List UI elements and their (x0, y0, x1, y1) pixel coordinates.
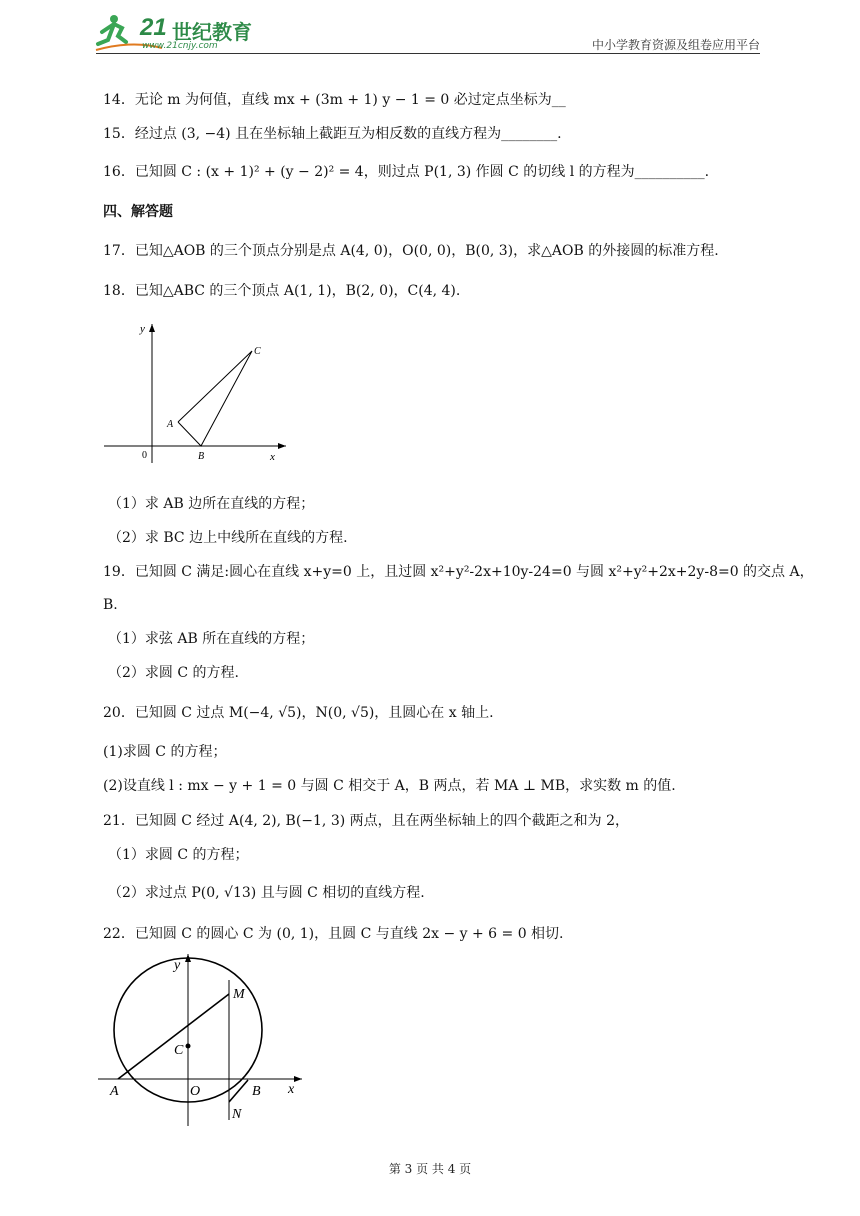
origin-label: 0 (142, 450, 147, 461)
point-b-label: B (198, 451, 205, 462)
question-19: 19．已知圆 C 满足:圆心在直线 x+y=0 上，且过圆 x²+y²-2x+10y-24=0 与圆 x²+y²+2x+2y-8=0 的交点 A， (103, 564, 814, 580)
y-axis-label: y (140, 323, 145, 335)
question-17: 17．已知△AOB 的三个顶点分别是点 A(4, 0)，O(0, 0)，B(0, 3)，求△AOB 的外接圆的标准方程. (103, 243, 719, 259)
question-20-part-2: (2)设直线 l : mx − y + 1 = 0 与圆 C 相交于 A，B 两点，若 MA ⊥ MB，求实数 m 的值. (103, 778, 676, 794)
point-n-label: N (232, 1107, 242, 1122)
point-a-label: A (167, 419, 174, 430)
x-axis-label: x (288, 1082, 295, 1097)
question-18-part-2: （2）求 BC 边上中线所在直线的方程. (108, 530, 348, 546)
y-axis-label: y (174, 958, 181, 973)
point-b-label: B (252, 1084, 261, 1099)
x-axis-label: x (270, 451, 275, 463)
question-21: 21．已知圆 C 经过 A(4, 2), B(−1, 3) 两点，且在两坐标轴上的四个截距之和为 2， (103, 813, 629, 829)
question-19-continued: B. (103, 597, 118, 613)
question-20-part-1: (1)求圆 C 的方程； (103, 744, 227, 760)
question-21-part-2: （2）求过点 P(0, √13) 且与圆 C 相切的直线方程. (108, 885, 425, 901)
question-18: 18．已知△ABC 的三个顶点 A(1, 1)，B(2, 0)，C(4, 4). (103, 283, 461, 299)
question-21-part-1: （1）求圆 C 的方程； (108, 847, 249, 863)
logo-number: 21 (140, 14, 167, 41)
point-c-label: C (254, 346, 261, 357)
question-20: 20．已知圆 C 过点 M(−4, √5)，N(0, √5)，且圆心在 x 轴上. (103, 705, 494, 721)
question-14: 14．无论 m 为何值，直线 mx + (3m + 1) y − 1 = 0 必过定点坐标为__ (103, 92, 566, 108)
triangle-figure (100, 318, 300, 468)
question-19-part-2: （2）求圆 C 的方程. (108, 665, 239, 681)
point-a-label: A (110, 1084, 119, 1099)
header-divider (96, 53, 760, 54)
center-c-label: C (174, 1043, 184, 1058)
circle-figure (96, 952, 316, 1132)
logo-text: 世纪教育 (172, 20, 252, 44)
page-footer: 第 3 页 共 4 页 (388, 1162, 472, 1176)
question-15: 15．经过点 (3, −4) 且在坐标轴上截距互为相反数的直线方程为________. (103, 126, 562, 142)
question-19-part-1: （1）求弦 AB 所在直线的方程； (108, 631, 315, 647)
platform-name: 中小学教育资源及组卷应用平台 (591, 38, 760, 52)
logo-url: www.21cnjy.com (142, 41, 218, 51)
question-22: 22．已知圆 C 的圆心 C 为 (0, 1)，且圆 C 与直线 2x − y + 6 = 0 相切. (103, 926, 564, 942)
point-m-label: M (233, 987, 245, 1002)
origin-label: O (190, 1084, 201, 1099)
question-16: 16．已知圆 C : (x + 1)² + (y − 2)² = 4，则过点 P(1, 3) 作圆 C 的切线 l 的方程为__________. (103, 164, 710, 180)
section-heading: 四、解答题 (103, 204, 173, 220)
question-18-part-1: （1）求 AB 边所在直线的方程； (108, 496, 315, 512)
